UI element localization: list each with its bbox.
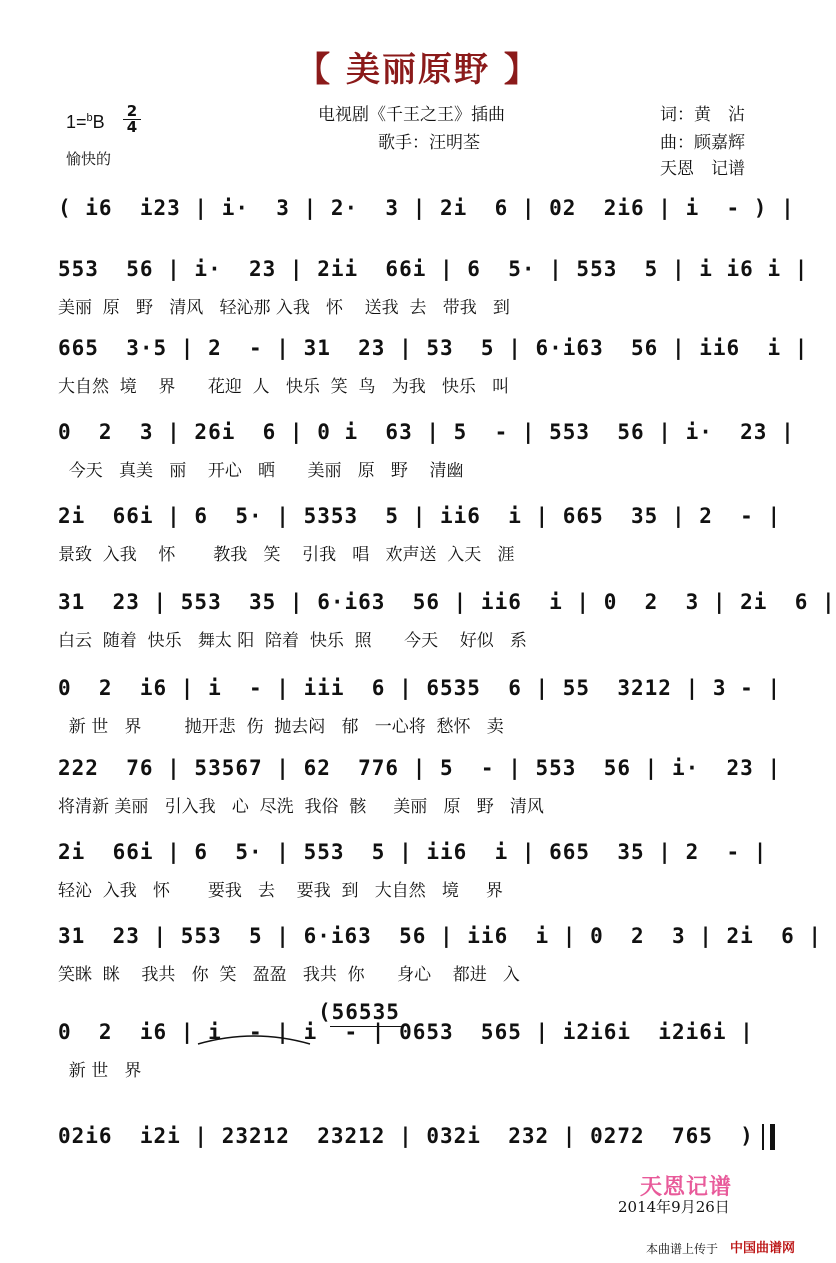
notation-line: 0 2 3 | 26i 6 | 0 i 63 | 5 - | 553 56 | i· 23 | xyxy=(58,420,795,444)
time-bottom: 4 xyxy=(126,118,138,136)
lyric-line: 新 世 界 抛开悲 伤 抛去闷 郁 一心将 愁怀 卖 xyxy=(58,717,504,737)
notation-line: 31 23 | 553 5 | 6·i63 56 | ii6 i | 0 2 3 | 2i 6 | xyxy=(58,924,823,948)
title-bracket-open: 【 xyxy=(296,50,333,90)
lyric-line: 美丽 原 野 清风 轻沁那 入我 怀 送我 去 带我 到 xyxy=(58,298,510,318)
tie-arc xyxy=(196,1032,312,1046)
tempo-marking: 愉快的 xyxy=(66,150,112,168)
song-title xyxy=(0,42,836,91)
lyric-line: 大自然 境 界 花迎 人 快乐 笑 鸟 为我 快乐 叫 xyxy=(58,377,510,397)
time-signature xyxy=(123,104,141,135)
lyric-line: 白云 随着 快乐 舞太 阳 陪着 快乐 照 今天 好似 系 xyxy=(58,631,527,651)
notation-line: 553 56 | i· 23 | 2ii 66i | 6 5· | 553 5 | i i6 i | xyxy=(58,257,809,281)
lyric-line: 今天 真美 丽 开心 晒 美丽 原 野 清幽 xyxy=(58,461,464,481)
underline xyxy=(330,1026,404,1027)
key-signature xyxy=(66,112,105,133)
title-text: 美丽原野 xyxy=(346,50,490,90)
notation-line: 0 2 i6 | i - | i - | 0653 565 | i2i6i i2i6i | xyxy=(58,1020,754,1044)
upload-note: 本曲谱上传于 xyxy=(646,1242,719,1256)
transcriber: 天恩 记谱 xyxy=(660,159,745,179)
lyric-line: 将清新 美丽 引入我 心 尽洗 我俗 骸 美丽 原 野 清风 xyxy=(58,797,544,817)
site-logo: 中国曲谱网 xyxy=(730,1241,796,1256)
singer: 歌手：汪明荃 xyxy=(378,133,480,153)
notation-line: 31 23 | 553 35 | 6·i63 56 | ii6 i | 0 2 3 | 2i 6 | xyxy=(58,590,836,614)
lyric-line: 新 世 界 xyxy=(58,1061,142,1081)
notation-line: 2i 66i | 6 5· | 553 5 | ii6 i | 665 35 | 2 - | xyxy=(58,840,768,864)
notation-line: 222 76 | 53567 | 62 776 | 5 - | 553 56 | i· 23 | xyxy=(58,756,782,780)
final-barline xyxy=(762,1124,775,1150)
notation-line: 2i 66i | 6 5· | 5353 5 | ii6 i | 665 35 | 2 - | xyxy=(58,504,782,528)
lyricist: 词：黄 沾 xyxy=(660,105,745,125)
bracket-note: (56535 xyxy=(318,1000,400,1024)
notation-line: 665 3·5 | 2 - | 31 23 | 53 5 | 6·i63 56 | ii6 i | xyxy=(58,336,809,360)
composer: 曲：顾嘉辉 xyxy=(660,133,745,153)
transcription-date: 2014年9月26日 xyxy=(618,1198,730,1216)
title-bracket-close: 】 xyxy=(503,50,540,90)
key-note: B xyxy=(92,112,105,132)
subtitle: 电视剧《千王之王》插曲 xyxy=(318,105,505,125)
notation-line: 0 2 i6 | i - | iii 6 | 6535 6 | 55 3212 | 3 - | xyxy=(58,676,782,700)
transcriber-stamp: 天恩记谱 xyxy=(640,1174,733,1200)
key-prefix: 1= xyxy=(66,112,87,132)
lyric-line: 轻沁 入我 怀 要我 去 要我 到 大自然 境 界 xyxy=(58,881,503,901)
flat-sign: b xyxy=(86,112,93,124)
lyric-line: 笑眯 眯 我共 你 笑 盈盈 我共 你 身心 都进 入 xyxy=(58,965,520,985)
lyric-line: 景致 入我 怀 教我 笑 引我 唱 欢声送 入天 涯 xyxy=(58,545,515,565)
time-top: 2 xyxy=(123,104,141,120)
notation-line: ( i6 i23 | i· 3 | 2· 3 | 2i 6 | 02 2i6 | i - ) | xyxy=(58,196,795,220)
notation-line: 02i6 i2i | 23212 23212 | 032i 232 | 0272 765 ) xyxy=(58,1124,754,1148)
